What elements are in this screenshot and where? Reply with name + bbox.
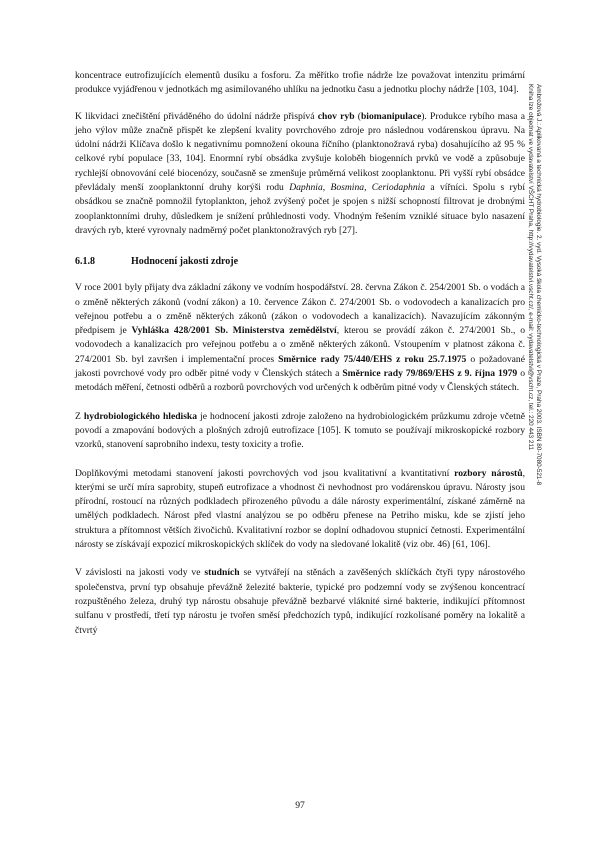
section-number: 6.1.8 [75,256,95,268]
text-run: koncentrace eutrofizujících elementů dusíku a fosforu. Za měřítko trofie nádrže lze považovat intenzitu primární produkce vyjádřenou v jednotkách mg asimilovaného uhlíku na jednotku času a jednotku plochy nádrže [103, 104]. [75,70,525,96]
text-run: , kterými se určí míra saprobity, stupeň eutrofizace a vhodnost či nevhodnost pro vodárenskou úpravu. Nárosty jsou přírodní, rostoucí na různých podkladech přirozeného původu a dále nárosty experimentální, získané záměrně na umělých podkladech. Nárost před vlastní analýzou se po odběru přenese na Petriho misku, kde se zjistí jeho struktura a přítomnost větších živočichů. Kvalitativní rozbor se doplní odhadovou stupnicí četnosti. Experimentální nárosty se získávají expozicí mikroskopických sklíček do vody na sledované lokalitě (viz obr. 46) [61, 106]. [75,467,525,551]
text-run: o metodách měření, četnosti odběrů a rozborů povrchových vod určených k odběrům pitné vody v Členských státech. [75,368,526,394]
text-run: V závislosti na jakosti vody ve [75,567,205,579]
bold-text: studních [204,567,240,579]
side-note-line: Ambrožová J.: Aplikovaná a technická hydrobiologie. 2. vyd. Vysoká škola chemicko-technologická v Praze, Praha 2003. ISBN 80-7080-521-8 [535,84,542,486]
text-run: se vytvářejí na stěnách a zavěšených sklíčkách čtyři typy nárostového společenstva, první typ obsahuje převážně železité bakterie, typické pro podzemní vody se zvýšenou koncentrací rozpuštěného železa, druhý typ nárostu obsahuje převážně bezbarvé vláknité sirné bakterie, indikující přítomnost sulfanu v prostředí, třetí typ nárostu je tvořen směsí předchozích typů, indikující rozkolísané poměry na lokalitě a čtvrtý [75,567,526,636]
bold-text: Směrnice rady 75/440/EHS z roku 25.7.1975 [278,353,467,365]
paragraph [75,410,525,453]
paragraph [75,566,525,637]
text-run: Z [75,410,84,422]
paragraph [75,69,525,98]
paragraph [75,281,525,395]
bold-text: Vyhláška 428/2001 Sb. Ministerstva zemědělství [131,325,337,337]
text-run: ( [354,110,361,122]
section-heading [75,256,525,267]
text-run: je hodnocení jakosti zdroje založeno na hydrobiologickém průzkumu zdroje včetně povodí a zmapování bodových a plošných zdrojů eutrofizace [105]. K tomuto se používají mikroskopické rozbory vzorků, stanovení saprobního indexu, testy toxicity a trofie. [75,410,525,451]
text-run: a vířníci. Spolu s rybí obsádkou se značně pomnožil fytoplankton, jehož zvýšený počet je spojen s nižší schopností filtrovat je drobnými zooplanktonními druhy, důsledkem je snížení průhlednosti vody. Vhodným řešením vzniklé situace bylo nasazení dravých ryb, které vyrovnaly nadměrný počet planktonožravých ryb [27]. [75,182,525,236]
text-run: V roce 2001 byly přijaty dva základní zákony ve vodním hospodářství. 28. června Zákon č. 254/2001 Sb. o vodách a o změně některých zákonů (vodní zákon) a 10. července Zákon č. 274/2001 Sb. o vodovodech a kanalizacích pro veřejnou potřebu a o změně některých zákonů (zákon o vodovodech a kanalizacích). Navazujícím zákonným předpisem je [75,282,525,337]
page-body [75,69,525,652]
bold-text: rozbory nárostů [454,467,523,479]
text-run: , kterou se provádí zákon č. 274/2001 Sb., o vodovodech a kanalizacích pro veřejnou potřebu a o změně některých zákonů. Vstoupením v platnost zákona č. 274/2001 Sb. byl završen i implementační proces [75,325,525,365]
bold-text: hydrobiologického hlediska [83,410,198,422]
text-run: o požadované jakosti povrchové vody pro odběr pitné vody v Členských státech a [75,353,525,380]
text-run: ). Produkce rybího masa a jeho výlov může značně přispět ke zlepšení kvality povrchového zdroje pro následnou vodárenskou úpravu. Na údolní nádrži Klíčava došlo k negativnímu pomnožení okouna říčního (planktonožravá ryba) dosahujícího až 95 % celkové rybí populace [33, 104]. Enormní rybí obsádka zvyšuje koloběh biogenních prvků ve vodě a způsobuje rychlejší obnovování celé biocenózy, současně se zmenšuje průměrná velikost zooplanktonu. Při vyšší rybí obsádce převládaly menší zooplanktonní druhy korýši rodu [75,110,525,194]
bold-text: Směrnice rady 79/869/EHS z 9. října 1979 [342,368,518,380]
paragraph [75,467,525,553]
text-run: Doplňkovými metodami stanovení jakosti povrchových vod jsou kvalitativní a kvantitativní [75,467,455,479]
paragraph [75,110,525,239]
bold-text: chov ryb [317,110,355,122]
page-number: 97 [295,800,305,811]
italic-text: Daphnia, Bosmina, Ceriodaphnia [289,182,426,194]
text-run: K likvidaci znečištění přiváděného do údolní nádrže přispívá [75,110,318,122]
bold-text: biomanipulace [360,110,422,122]
side-note-line: Kniha lze objednat ve vydavatelství VŠCHT Praha, http://vydavatelstvi.vscht.cz/, e-mail: vydavatelstvi@vscht.cz, tel.: 220 443 211 [526,84,534,451]
section-title: Hodnocení jakosti zdroje [131,256,239,268]
